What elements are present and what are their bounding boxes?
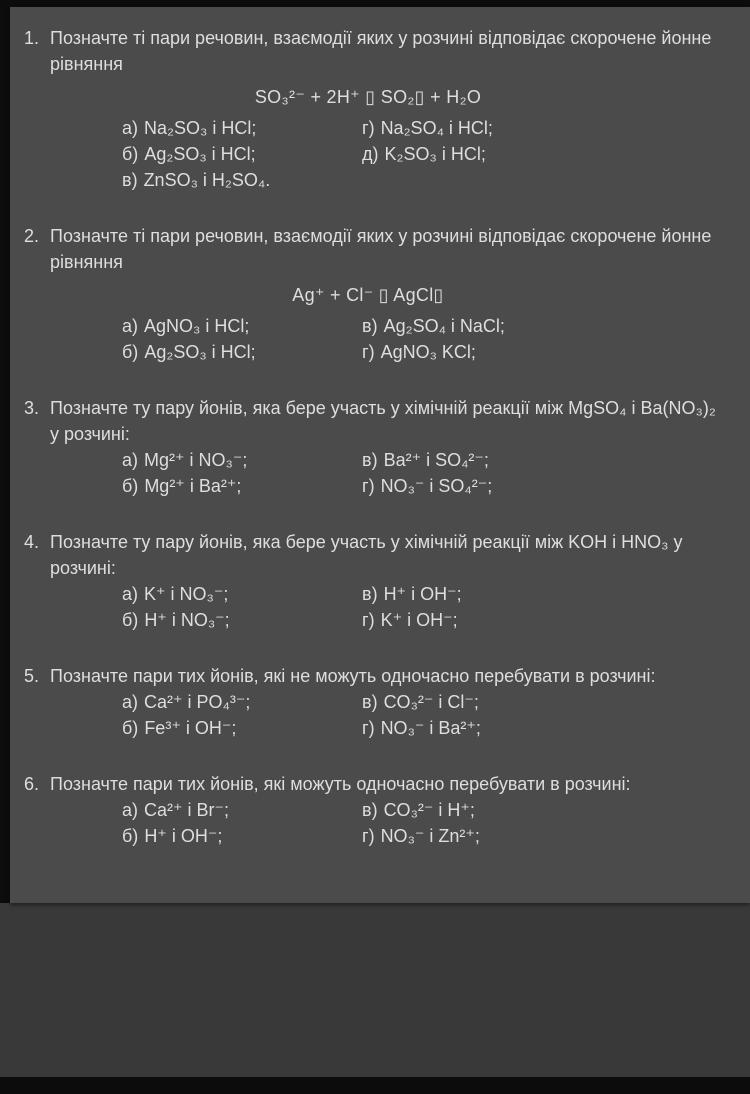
option-g [362, 473, 726, 499]
option-formula: NO₃⁻ і SO₄²⁻; [380, 476, 493, 496]
option-a [122, 447, 362, 473]
options [122, 689, 726, 741]
option-label: а) [122, 316, 139, 336]
option-d [362, 141, 726, 167]
question-number: 5. [24, 666, 40, 686]
option-b [122, 473, 362, 499]
option-label: в) [362, 584, 378, 604]
options-left-column [122, 447, 362, 499]
question-prompt: Позначте пари тих йонів, які не можуть одночасно перебувати в розчині: [50, 666, 656, 686]
option-a [122, 689, 362, 715]
question-prompt: Позначте пари тих йонів, які можуть одночасно перебувати в розчині: [50, 774, 631, 794]
option-label: а) [122, 800, 139, 820]
option-a [122, 581, 362, 607]
option-b [122, 607, 362, 633]
option-label: а) [122, 692, 139, 712]
option-label: г) [362, 826, 375, 846]
question-body [50, 771, 726, 849]
ionic-equation: Ag⁺ + Cl⁻ ▯ AgCl▯ [292, 285, 444, 305]
option-formula: Na₂SO₄ і HCl; [380, 118, 493, 138]
question-prompt: Позначте ті пари речовин, взаємодії яких у розчині відповідає скорочене йонне рівняння [50, 226, 712, 272]
question-number: 2. [24, 226, 40, 246]
option-label: в) [362, 800, 378, 820]
option-b [122, 715, 362, 741]
question-body [50, 395, 726, 499]
options-left-column [122, 797, 362, 849]
option-formula: CO₃²⁻ і H⁺; [383, 800, 475, 820]
option-formula: Mg²⁺ і NO₃⁻; [144, 450, 248, 470]
question-3 [24, 395, 726, 499]
question-body [50, 25, 726, 193]
option-formula: H⁺ і NO₃⁻; [144, 610, 230, 630]
options-left-column [122, 313, 362, 365]
option-label: б) [122, 144, 139, 164]
option-g [362, 823, 726, 849]
options [122, 797, 726, 849]
option-label: в) [362, 692, 378, 712]
option-label: а) [122, 450, 139, 470]
page-below-area [0, 903, 750, 1077]
option-v [362, 447, 726, 473]
option-label: г) [362, 342, 375, 362]
options-right-column [362, 447, 726, 499]
options [122, 447, 726, 499]
option-g [362, 715, 726, 741]
option-label: д) [362, 144, 379, 164]
option-formula: K₂SO₃ і HCl; [384, 144, 486, 164]
option-formula: Fe³⁺ і OH⁻; [144, 718, 237, 738]
question-prompt: Позначте ту пару йонів, яка бере участь у хімічній реакції між MgSO₄ і Ba(NO₃)₂ у розчині: [50, 398, 716, 444]
question-number: 3. [24, 398, 40, 418]
options [122, 581, 726, 633]
option-label: а) [122, 118, 139, 138]
question-prompt: Позначте ту пару йонів, яка бере участь у хімічній реакції між KOH і HNO₃ у розчині: [50, 532, 683, 578]
option-label: г) [362, 476, 375, 496]
question-number: 1. [24, 28, 40, 48]
options-right-column [362, 581, 726, 633]
question-5 [24, 663, 726, 741]
option-v [362, 797, 726, 823]
option-label: б) [122, 826, 139, 846]
option-g [362, 607, 726, 633]
option-a [122, 115, 362, 141]
top-frame [0, 0, 750, 7]
option-formula: ZnSO₃ і H₂SO₄. [143, 170, 271, 190]
option-formula: K⁺ і NO₃⁻; [144, 584, 229, 604]
option-formula: Ag₂SO₃ і HCl; [144, 342, 256, 362]
question-prompt: Позначте ті пари речовин, взаємодії яких у розчині відповідає скорочене йонне рівняння [50, 28, 712, 74]
options-right-column [362, 797, 726, 849]
option-formula: Mg²⁺ і Ba²⁺; [144, 476, 242, 496]
option-a [122, 797, 362, 823]
option-label: в) [362, 450, 378, 470]
question-4 [24, 529, 726, 633]
question-6 [24, 771, 726, 849]
question-number: 4. [24, 532, 40, 552]
option-v [362, 689, 726, 715]
option-label: а) [122, 584, 139, 604]
left-frame [0, 0, 10, 903]
option-label: г) [362, 118, 375, 138]
option-formula: H⁺ і OH⁻; [144, 826, 223, 846]
option-g [362, 339, 726, 365]
option-formula: H⁺ і OH⁻; [383, 584, 462, 604]
question-2 [24, 223, 726, 365]
option-formula: Ba²⁺ і SO₄²⁻; [383, 450, 489, 470]
option-b [122, 823, 362, 849]
option-label: в) [122, 170, 138, 190]
options-left-column [122, 581, 362, 633]
options-right-column [362, 115, 726, 193]
option-formula: Ag₂SO₃ і HCl; [144, 144, 256, 164]
document-page [10, 7, 750, 903]
option-formula: Na₂SO₃ і HCl; [144, 118, 257, 138]
option-label: б) [122, 476, 139, 496]
option-v [122, 167, 362, 193]
options-right-column [362, 313, 726, 365]
ionic-equation: SO₃²⁻ + 2H⁺ ▯ SO₂▯ + H₂O [254, 87, 482, 107]
option-formula: NO₃⁻ і Zn²⁺; [380, 826, 480, 846]
option-v [362, 313, 726, 339]
option-formula: AgNO₃ і HCl; [144, 316, 250, 336]
options [122, 313, 726, 365]
option-formula: K⁺ і OH⁻; [380, 610, 458, 630]
option-v [362, 581, 726, 607]
bottom-frame [0, 1077, 750, 1094]
option-formula: Ca²⁺ і Br⁻; [144, 800, 230, 820]
option-formula: Ag₂SO₄ і NaCl; [383, 316, 505, 336]
question-body [50, 223, 726, 365]
option-g [362, 115, 726, 141]
option-label: в) [362, 316, 378, 336]
option-label: г) [362, 718, 375, 738]
option-label: г) [362, 610, 375, 630]
option-formula: NO₃⁻ і Ba²⁺; [380, 718, 481, 738]
option-formula: AgNO₃ KCl; [380, 342, 476, 362]
option-a [122, 313, 362, 339]
option-label: б) [122, 610, 139, 630]
question-1 [24, 25, 726, 193]
option-formula: Ca²⁺ і PO₄³⁻; [144, 692, 251, 712]
question-body [50, 529, 726, 633]
option-label: б) [122, 342, 139, 362]
option-b [122, 339, 362, 365]
question-number: 6. [24, 774, 40, 794]
option-label: б) [122, 718, 139, 738]
options-right-column [362, 689, 726, 741]
options-left-column [122, 115, 362, 193]
option-formula: CO₃²⁻ і Cl⁻; [383, 692, 479, 712]
option-b [122, 141, 362, 167]
question-body [50, 663, 726, 741]
options [122, 115, 726, 193]
options-left-column [122, 689, 362, 741]
